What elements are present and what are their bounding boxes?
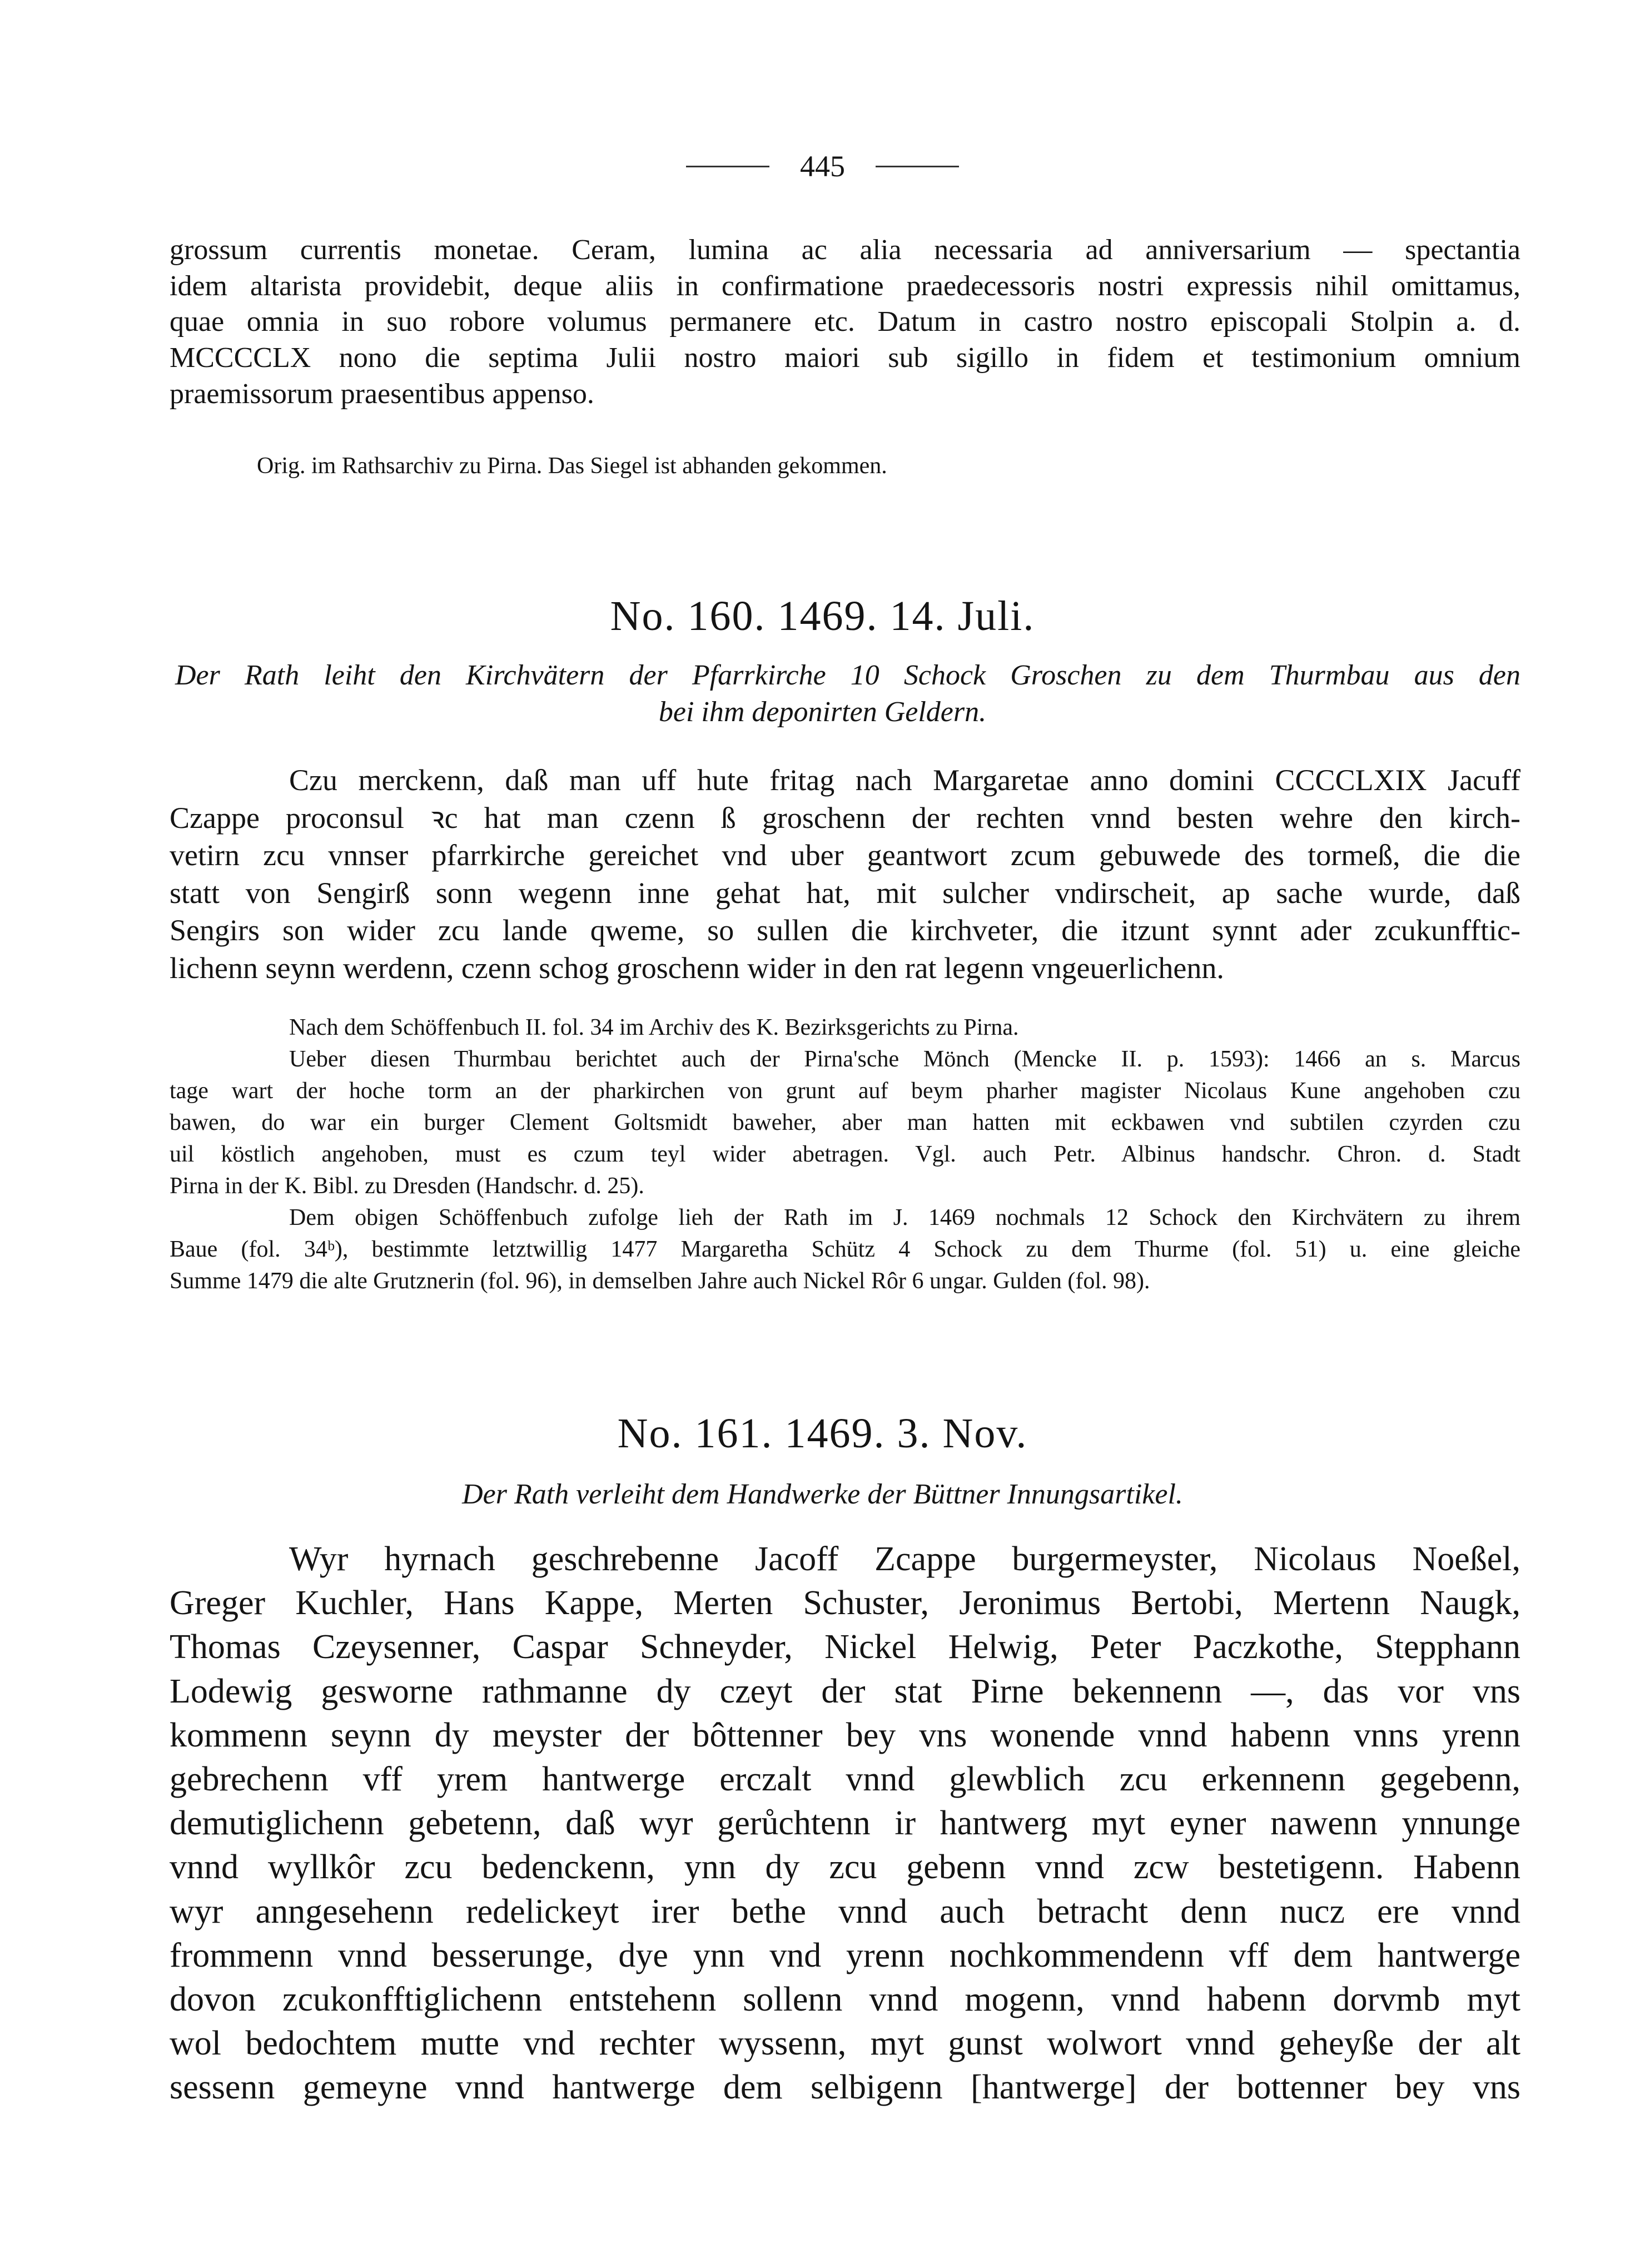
text-line: sessenn gemeyne vnnd hantwerge dem selbigenn [hantwerge] der bottenner bey vns (170, 2068, 1520, 2107)
document-161-summary: Der Rath verleiht dem Handwerke der Büttner Innungsartikel. (462, 1478, 1183, 1510)
document-161-text (170, 1537, 1520, 2110)
text-line: wyr anngesehenn redelickeyt irer bethe vnnd auch betracht denn nucz ere vnnd (170, 1892, 1520, 1930)
text-line: quae omnia in suo robore volumus permanere etc. Datum in castro nostro episcopali Stolpin a. d. (170, 306, 1520, 338)
text-line: Wyr hyrnach geschrebenne Jacoff Zcappe burgermeyster, Nicolaus Noeßel, (289, 1540, 1520, 1578)
text-line: demutiglichenn gebetenn, daß wyr gerůchtenn ir hantwerg myt eyner nawenn ynnunge (170, 1804, 1520, 1843)
text-line: vetirn zcu vnnser pfarrkirche gereichet vnd uber geantwort zcum gebuwede des tormeß, die die (170, 838, 1520, 872)
text-line: lichenn seynn werdenn, czenn schog groschenn wider in den rat legenn vngeuerlichenn. (170, 951, 1224, 985)
text-line: Czappe proconsul ꝛc hat man czenn ß groschenn der rechten vnnd besten wehre den kirch- (170, 801, 1520, 835)
intro-paragraph (170, 232, 1520, 413)
text-line: grossum currentis monetae. Ceram, lumina ac alia necessaria ad anniversarium — spectantia (170, 234, 1520, 266)
text-line: vnnd wyllkôr zcu bedenckenn, ynn dy zcu gebenn vnnd zcw bestetigenn. Habenn (170, 1848, 1520, 1887)
text-line: kommenn seynn dy meyster der bôttenner bey vns wonende vnnd habenn vnns yrenn (170, 1716, 1520, 1754)
note-line: uil köstlich angehoben, must es czum teyl wider abetragen. Vgl. auch Petr. Albinus handschr. Chron. d. Stadt (170, 1142, 1520, 1167)
document-160-notes (170, 1012, 1520, 1297)
source-note: Orig. im Rathsarchiv zu Pirna. Das Siegel ist abhanden gekommen. (257, 453, 887, 479)
document-160-title: No. 160. 1469. 14. Juli. (610, 593, 1035, 639)
note-line: Summe 1479 die alte Grutznerin (fol. 96), in demselben Jahre auch Nickel Rôr 6 ungar. Gulden (fol. 98). (170, 1268, 1150, 1294)
document-160-summary-line: Der Rath leiht den Kirchvätern der Pfarrkirche 10 Schock Groschen zu dem Thurmbau aus den (175, 659, 1520, 691)
note-line: Baue (fol. 34ᵇ), bestimmte letztwillig 1477 Margaretha Schütz 4 Schock zu dem Thurme (fol. 51) u. eine gleiche (170, 1237, 1520, 1262)
header-rule-left (686, 166, 769, 167)
note-line: Ueber diesen Thurmbau berichtet auch der Pirna'sche Mönch (Mencke II. p. 1593): 1466 an s. Marcus (289, 1046, 1520, 1072)
text-line: wol bedochtem mutte vnd rechter wyssenn, myt gunst wolwort vnnd geheyße der alt (170, 2024, 1520, 2063)
text-line: statt von Sengirß sonn wegenn inne gehat hat, mit sulcher vndirscheit, ap sache wurde, daß (170, 876, 1520, 910)
note-line: Dem obigen Schöffenbuch zufolge lieh der Rath im J. 1469 nochmals 12 Schock den Kirchvätern zu ihrem (289, 1205, 1520, 1230)
page-number: 445 (800, 150, 845, 183)
header-rule-right (876, 166, 959, 167)
text-line: Thomas Czeysenner, Caspar Schneyder, Nickel Helwig, Peter Paczkothe, Stepphann (170, 1628, 1520, 1666)
text-line: frommenn vnnd besserunge, dye ynn vnd yrenn nochkommendenn vff dem hantwerge (170, 1936, 1520, 1974)
text-line: Czu merckenn, daß man uff hute fritag nach Margaretae anno domini CCCCLXIX Jacuff (289, 763, 1520, 797)
text-line: Lodewig gesworne rathmanne dy czeyt der stat Pirne bekennenn —, das vor vns (170, 1672, 1520, 1710)
text-line: praemissorum praesentibus appenso. (170, 378, 594, 410)
text-line: dovon zcukonfftiglichenn entstehenn sollenn vnnd mogenn, vnnd habenn dorvmb myt (170, 1981, 1520, 2019)
document-160-summary-line: bei ihm deponirten Geldern. (658, 696, 987, 728)
note-line: bawen, do war ein burger Clement Goltsmidt baweher, aber man hatten mit eckbawen vnd subtilen czyrden czu (170, 1110, 1520, 1135)
text-line: Greger Kuchler, Hans Kappe, Merten Schuster, Jeronimus Bertobi, Mertenn Naugk, (170, 1584, 1520, 1622)
note-line: tage wart der hoche torm an der pharkirchen von grunt auf beym pharher magister Nicolaus Kune angehoben czu (170, 1078, 1520, 1104)
page-header (0, 149, 1645, 183)
document-160-text (170, 762, 1520, 987)
text-line: gebrechenn vff yrem hantwerge erczalt vnnd glewblich zcu erkennenn gegebenn, (170, 1760, 1520, 1799)
text-line: MCCCCLX nono die septima Julii nostro maiori sub sigillo in fidem et testimonium omnium (170, 342, 1520, 374)
note-line: Pirna in der K. Bibl. zu Dresden (Handschr. d. 25). (170, 1173, 644, 1199)
text-line: Sengirs son wider zcu lande qweme, so sullen die kirchveter, die itzunt synnt ader zcukunfftic- (170, 914, 1520, 947)
note-line: Nach dem Schöffenbuch II. fol. 34 im Archiv des K. Bezirksgerichts zu Pirna. (289, 1015, 1019, 1040)
document-161-title: No. 161. 1469. 3. Nov. (617, 1410, 1028, 1457)
text-line: idem altarista providebit, deque aliis in confirmatione praedecessoris nostri expressis nihil omittamus, (170, 270, 1520, 302)
